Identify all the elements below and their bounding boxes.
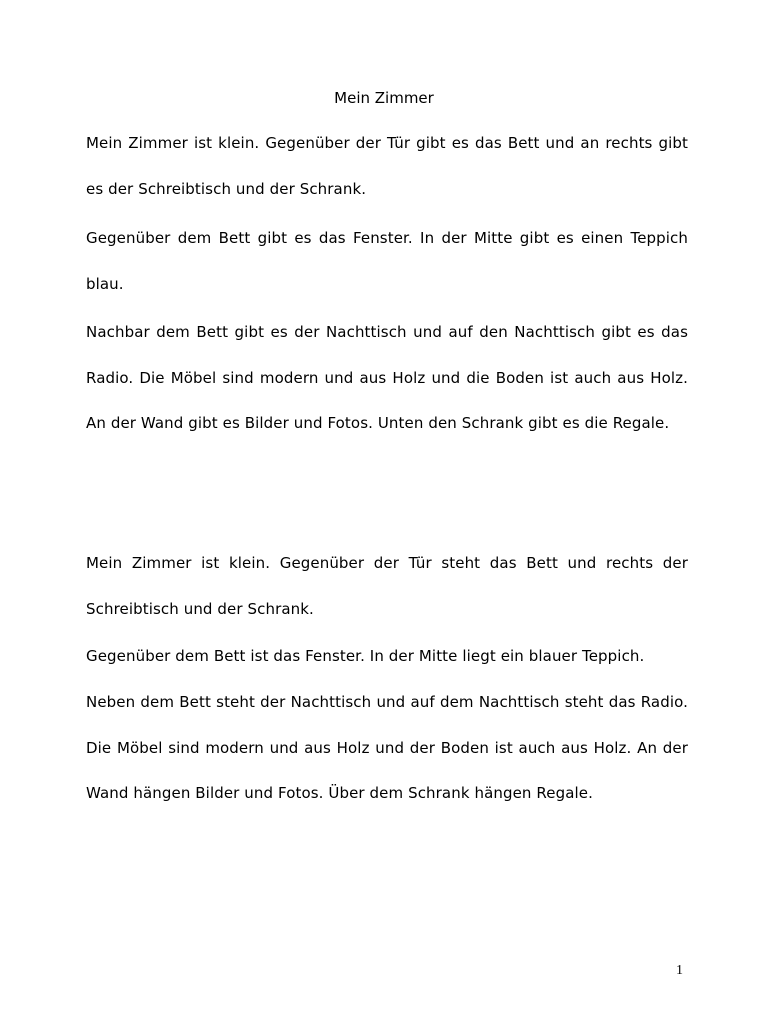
paragraph-1: Mein Zimmer ist klein. Gegenüber der Tür gibt es das Bett und an rechts gibt es der Schreibtisch und der Schrank. <box>86 134 688 198</box>
paragraph-6: Neben dem Bett steht der Nachttisch und auf dem Nachttisch steht das Radio. Die Möbel sind modern und aus Holz und der Boden ist auch aus Holz. An der Wand hängen Bilder und Fotos. Über dem Schrank hängen Regale. <box>86 693 688 802</box>
paragraph-3: Nachbar dem Bett gibt es der Nachttisch und auf den Nachttisch gibt es das Radio. Die Möbel sind modern und aus Holz und die Boden ist auch aus Holz. An der Wand gibt es Bilder und Fotos. Unten den Schrank gibt es die Regale. <box>86 323 688 432</box>
paragraph-5: Gegenüber dem Bett ist das Fenster. In der Mitte liegt ein blauer Teppich. <box>86 647 645 665</box>
document-title: Mein Zimmer <box>334 89 434 107</box>
paragraph-4: Mein Zimmer ist klein. Gegenüber der Tür steht das Bett und rechts der Schreibtisch und der Schrank. <box>86 554 688 618</box>
page-number: 1 <box>676 963 683 978</box>
paragraph-2: Gegenüber dem Bett gibt es das Fenster. In der Mitte gibt es einen Teppich blau. <box>86 229 688 293</box>
